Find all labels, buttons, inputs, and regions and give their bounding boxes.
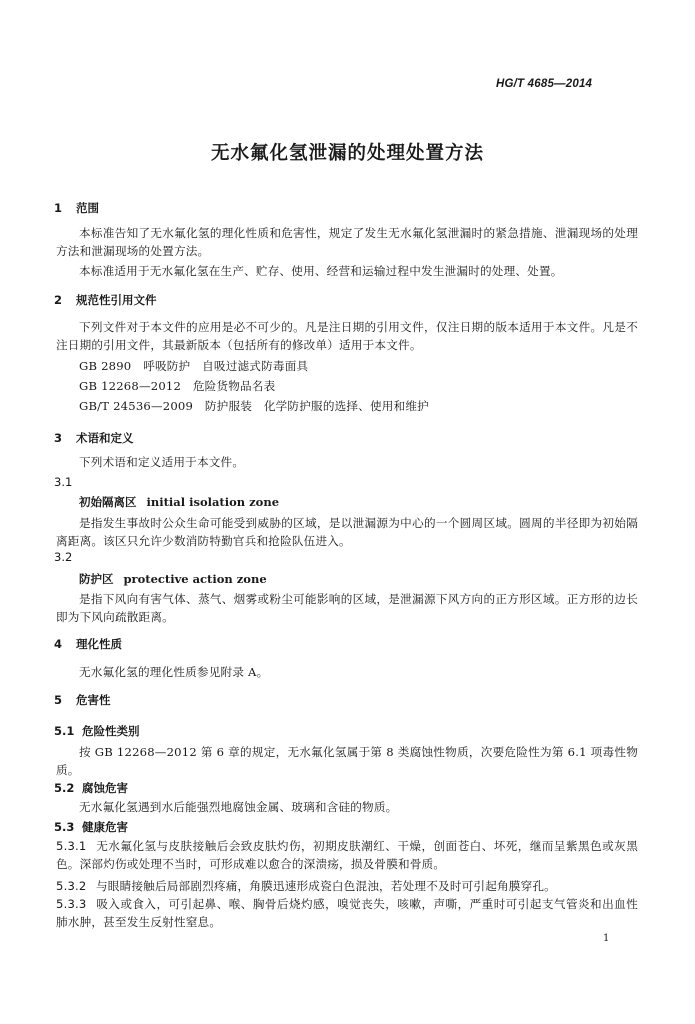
section-5-3-1-paragraph: 5.3.1 无水氟化氢与皮肤接触后会致皮肤灼伤，初期皮肤潮红、干燥，创面苍白、坏死，继而呈紫黑色或灰黑色。深部灼伤或处理不当时，可形成难以愈合的深溃疡，损及骨膜和骨质。 [56,839,638,871]
section-5-3-heading: 5.3 健康危害 [54,820,128,834]
section-5-1-heading: 5.1 危险性类别 [54,724,140,738]
section-1-heading: 1 范围 [54,201,99,215]
section-1-paragraph-1: 本标准告知了无水氟化氢的理化性质和危害性，规定了发生无水氟化氢泄漏时的紧急措施、泄漏现场的处理方法和泄漏现场的处置方法。 [56,226,638,258]
section-4-paragraph: 无水氟化氢的理化性质参见附录 A。 [79,665,269,679]
section-1-paragraph-2: 本标准适用于无水氟化氢在生产、贮存、使用、经营和运输过程中发生泄漏时的处理、处置。 [79,264,563,278]
reference-gb-12268: GB 12268—2012 危险货物品名表 [79,379,276,393]
section-5-3-2-paragraph: 5.3.2 与眼睛接触后局部剧烈疼痛，角膜迅速形成瓷白色混浊，若处理不及时可引起角膜穿孔。 [56,879,556,893]
document-title: 无水氟化氢泄漏的处理处置方法 [210,143,484,164]
term-3-2-definition: 是指下风向有害气体、蒸气、烟雾或粉尘可能影响的区域，是泄漏源下风方向的正方形区域。正方形的边长即为下风向疏散距离。 [56,592,638,624]
reference-gb-2890: GB 2890 呼吸防护 自吸过滤式防毒面具 [79,359,309,373]
section-3-heading: 3 术语和定义 [54,431,134,445]
section-5-2-paragraph: 无水氟化氢遇到水后能强烈地腐蚀金属、玻璃和含硅的物质。 [79,800,398,814]
section-4-heading: 4 理化性质 [54,637,122,651]
term-3-2: 防护区 protective action zone [79,572,267,586]
section-3-intro: 下列术语和定义适用于本文件。 [79,455,245,469]
term-3-1-definition: 是指发生事故时公众生命可能受到威胁的区域，是以泄漏源为中心的一个圆周区域。圆周的半径即为初始隔离距离。该区只允许少数消防特勤官兵和抢险队伍进入。 [56,516,638,548]
section-2-paragraph-1: 下列文件对于本文件的应用是必不可少的。凡是注日期的引用文件，仅注日期的版本适用于本文件。凡是不注日期的引用文件，其最新版本（包括所有的修改单）适用于本文件。 [56,320,638,352]
term-3-1: 初始隔离区 initial isolation zone [79,495,280,509]
term-3-1-number: 3.1 [54,475,73,489]
section-5-heading: 5 危害性 [54,693,111,707]
term-3-2-number: 3.2 [54,550,73,564]
section-5-1-paragraph: 按 GB 12268—2012 第 6 章的规定，无水氟化氢属于第 8 类腐蚀性物质，次要危险性为第 6.1 项毒性物质。 [56,745,638,777]
section-5-2-heading: 5.2 腐蚀危害 [54,781,128,795]
section-5-3-3-paragraph: 5.3.3 吸入或食入，可引起鼻、喉、胸骨后烧灼感，嗅觉丧失，咳嗽，声嘶，严重时可引起支气管炎和出血性肺水肿，甚至发生反射性窒息。 [56,897,638,929]
page-number: 1 [603,933,610,944]
section-2-heading: 2 规范性引用文件 [54,293,157,307]
reference-gbt-24536: GB/T 24536—2009 防护服装 化学防护服的选择、使用和维护 [79,399,429,413]
standard-number: HG/T 4685—2014 [496,78,593,90]
